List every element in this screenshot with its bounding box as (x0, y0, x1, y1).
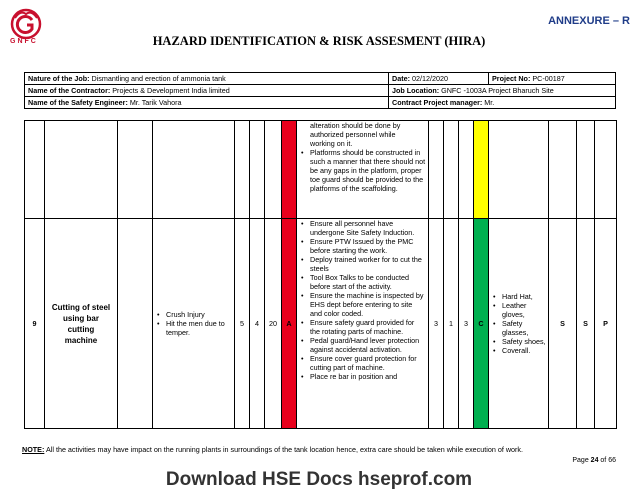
control-item: • Ensure PTW Issued by the PMC before starting the work. (301, 237, 426, 255)
responsibility-cell: S (549, 219, 577, 429)
total-pages: 66 (608, 457, 616, 464)
ppe-item: • Safety shoes, (493, 337, 546, 346)
residual-level-cell: C (474, 219, 489, 429)
control-item: • Ensure the machine is inspected by EHS dept before entering to site and color coded. (301, 291, 426, 318)
ppe-cell (489, 219, 549, 429)
contractor-cell: Name of the Contractor: Projects & Development India limited (25, 85, 389, 97)
table-row-continued (25, 121, 617, 219)
serial-number-cell: 9 (25, 219, 45, 429)
safety-engineer-cell: Name of the Safety Engineer: Mr. Tarik Vahora (25, 97, 389, 109)
likelihood-cell: 4 (250, 219, 265, 429)
current-page: 24 (590, 457, 599, 464)
ppe-item: • Safety glasses, (493, 319, 546, 337)
activity-cell: Cutting of steel using bar cutting machine (45, 219, 118, 429)
hazards-cell (153, 219, 235, 429)
control-item: • Deploy trained worker for to cut the steels (301, 255, 426, 273)
risk-level-cell: A (282, 219, 297, 429)
contractor-value: Projects & Development India limited (112, 86, 230, 95)
job-nature-value: Dismantling and erection of ammonia tank (91, 74, 226, 83)
logo-text: GNFC (10, 38, 38, 45)
responsibility-cell: S (577, 219, 595, 429)
job-location-cell: Job Location: GNFC -1003A Project Bharuch Site (389, 85, 616, 97)
risk-score-cell: 20 (265, 219, 282, 429)
control-item: • Platforms should be constructed in such a manner that there should not be any gaps in the platform, proper toe guard should be provided to the platforms of the scaffolding. (301, 148, 426, 193)
controls-cell (297, 219, 429, 429)
residual-likelihood-cell: 1 (444, 219, 459, 429)
ppe-item: • Hard Hat, (493, 292, 546, 301)
date-value: 02/12/2020 (411, 74, 448, 83)
controls-cell-prev (297, 121, 429, 219)
control-item: • Tool Box Talks to be conducted before start of the activity. (301, 273, 426, 291)
job-location-value: GNFC -1003A Project Bharuch Site (441, 86, 554, 95)
annexure-label: ANNEXURE – R (548, 15, 630, 27)
hira-table (24, 120, 617, 429)
ppe-item: • Coverall. (493, 346, 546, 355)
note-text: NOTE: All the activities may have impact on the running plants in surroundings of the tank location hence, extra care should be taken while execution of work. (22, 445, 524, 454)
residual-level-cell-prev (474, 121, 489, 219)
residual-risk-cell: 3 (459, 219, 474, 429)
control-item: • Ensure cover guard protection for cutting part of machine. (301, 354, 426, 372)
project-no-value: PC-00187 (532, 74, 565, 83)
control-continued-line: authorized personnel while (310, 130, 396, 139)
project-manager-value: Mr. (484, 98, 495, 107)
date-cell: Date: 02/12/2020 (389, 73, 489, 85)
responsibility-cell: P (595, 219, 617, 429)
job-nature-cell: Nature of the Job: Dismantling and erection of ammonia tank (25, 73, 389, 85)
control-item: • Place re bar in position and (301, 372, 426, 381)
safety-engineer-value: Mr. Tarik Vahora (129, 98, 182, 107)
control-item: • Pedal guard/Hand lever protection against accidental activation. (301, 336, 426, 354)
project-manager-cell: Contract Project manager: Mr. (389, 97, 616, 109)
control-item: • Ensure safety guard provided for the rotating parts of machine. (301, 318, 426, 336)
hazard-item: • Crush Injury (157, 310, 232, 319)
project-no-cell: Project No: PC-00187 (489, 73, 616, 85)
control-continued-line: alteration should be done by (310, 121, 401, 130)
control-continued-line: working on it. (310, 139, 353, 148)
risk-level-cell-prev (282, 121, 297, 219)
hazard-item: • Hit the men due to temper. (157, 319, 232, 337)
document-title: HAZARD IDENTIFICATION & RISK ASSESMENT (HIRA) (152, 34, 486, 48)
job-info-table (24, 72, 616, 109)
table-row (25, 219, 617, 429)
residual-severity-cell: 3 (429, 219, 444, 429)
page-number: Page 24 of 66 (572, 457, 616, 464)
control-item: • Ensure all personnel have undergone Site Safety Induction. (301, 219, 426, 237)
note-label: NOTE: (22, 445, 45, 454)
severity-cell: 5 (235, 219, 250, 429)
download-footer: Download HSE Docs hseprof.com (165, 469, 473, 490)
ppe-item: • Leather gloves, (493, 301, 546, 319)
